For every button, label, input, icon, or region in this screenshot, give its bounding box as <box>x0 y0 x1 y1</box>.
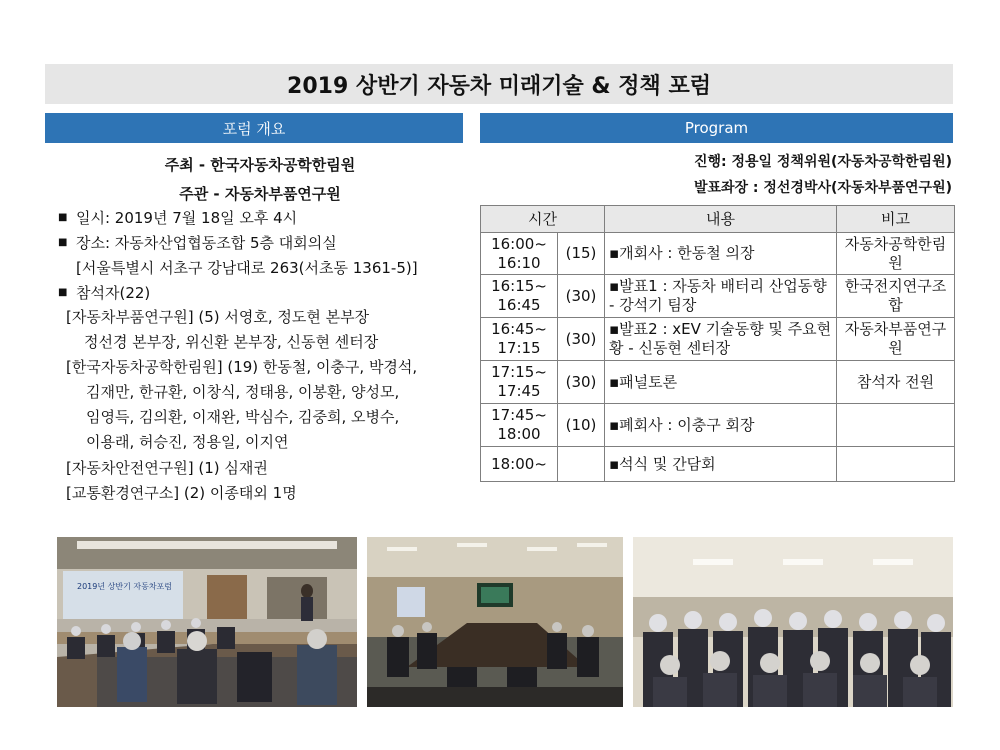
table-row <box>481 318 955 361</box>
attendee-group-line: 정선경 본부장, 위신환 본부장, 신동현 센터장 <box>84 333 379 351</box>
attendee-group-line: [교통환경연구소] (2) 이종태외 1명 <box>66 484 297 502</box>
attendee-group-line: [자동차부품연구원] (5) 서영호, 정도현 본부장 <box>66 308 370 326</box>
table-row <box>481 233 955 275</box>
note-cell <box>837 447 955 482</box>
content-cell: ▪패널토론 <box>605 361 837 404</box>
address-line: [서울특별시 서초구 강남대로 263(서초동 1361-5)] <box>76 259 418 277</box>
program-header: Program <box>480 113 953 143</box>
note-cell: 한국전지연구조합 <box>837 275 955 318</box>
time-cell: 16:45~ 17:15 <box>481 318 558 361</box>
duration-cell: (15) <box>558 233 605 275</box>
attendees-line: 참석자(22) <box>76 284 151 302</box>
bullet-icon: ■ <box>58 237 68 248</box>
time-cell: 18:00~ <box>481 447 558 482</box>
content-cell: ▪개회사 : 한동철 의장 <box>605 233 837 275</box>
time-cell: 17:15~ 17:45 <box>481 361 558 404</box>
title-bar <box>45 64 953 104</box>
forum-photo-3 <box>633 537 953 707</box>
attendee-group-line: [한국자동차공학한림원] (19) 한동철, 이충구, 박경석, <box>66 358 418 376</box>
content-cell: ▪발표2 : xEV 기술동향 및 주요현황 - 신동현 센터장 <box>605 318 837 361</box>
host-line: 주최 - 한국자동차공학한림원 <box>164 156 356 174</box>
content-cell: ▪석식 및 간담회 <box>605 447 837 482</box>
note-cell: 자동차부품연구원 <box>837 318 955 361</box>
bullet-icon: ■ <box>58 212 68 223</box>
duration-cell: (30) <box>558 275 605 318</box>
date-line: 일시: 2019년 7월 18일 오후 4시 <box>76 209 298 227</box>
table-row <box>481 361 955 404</box>
forum-photo-2 <box>367 537 623 707</box>
col-header-content: 내용 <box>605 206 837 233</box>
content-cell: ▪폐회사 : 이충구 회장 <box>605 404 837 447</box>
table-header-row <box>481 206 955 233</box>
chair-line: 발표좌장 : 정선경박사(자동차부품연구원) <box>693 180 952 196</box>
attendee-group-line: [자동차안전연구원] (1) 심재권 <box>66 459 268 477</box>
col-header-note: 비고 <box>837 206 955 233</box>
col-header-time: 시간 <box>481 206 605 233</box>
table-row <box>481 404 955 447</box>
page-title: 2019 상반기 자동차 미래기술 & 정책 포럼 <box>287 73 711 99</box>
note-cell: 자동차공학한림원 <box>837 233 955 275</box>
banner-text: 2019년 상반기 자동차포럼 <box>77 582 172 591</box>
duration-cell: (30) <box>558 318 605 361</box>
attendee-group-line: 임영득, 김의환, 이재완, 박심수, 김중희, 오병수, <box>86 408 400 426</box>
time-cell: 16:15~ 16:45 <box>481 275 558 318</box>
table-row <box>481 275 955 318</box>
duration-cell: (10) <box>558 404 605 447</box>
place-line: 장소: 자동차산업협동조합 5층 대회의실 <box>76 234 337 252</box>
content-cell: ▪발표1 : 자동차 배터리 산업동향 - 강석기 팀장 <box>605 275 837 318</box>
program-table <box>480 205 955 482</box>
note-cell <box>837 404 955 447</box>
forum-overview-header: 포럼 개요 <box>45 113 463 143</box>
time-cell: 16:00~ 16:10 <box>481 233 558 275</box>
note-cell: 참석자 전원 <box>837 361 955 404</box>
forum-photo-1 <box>57 537 357 707</box>
moderator-line: 진행: 정용일 정책위원(자동차공학한림원) <box>693 154 952 170</box>
bullet-icon: ■ <box>58 287 68 298</box>
attendee-group-line: 이용래, 허승진, 정용일, 이지연 <box>86 433 289 451</box>
organizer-line: 주관 - 자동차부품연구원 <box>179 185 341 203</box>
duration-cell: (30) <box>558 361 605 404</box>
table-row <box>481 447 955 482</box>
attendee-group-line: 김재만, 한규환, 이창식, 정태용, 이봉환, 양성모, <box>86 383 400 401</box>
duration-cell <box>558 447 605 482</box>
time-cell: 17:45~ 18:00 <box>481 404 558 447</box>
